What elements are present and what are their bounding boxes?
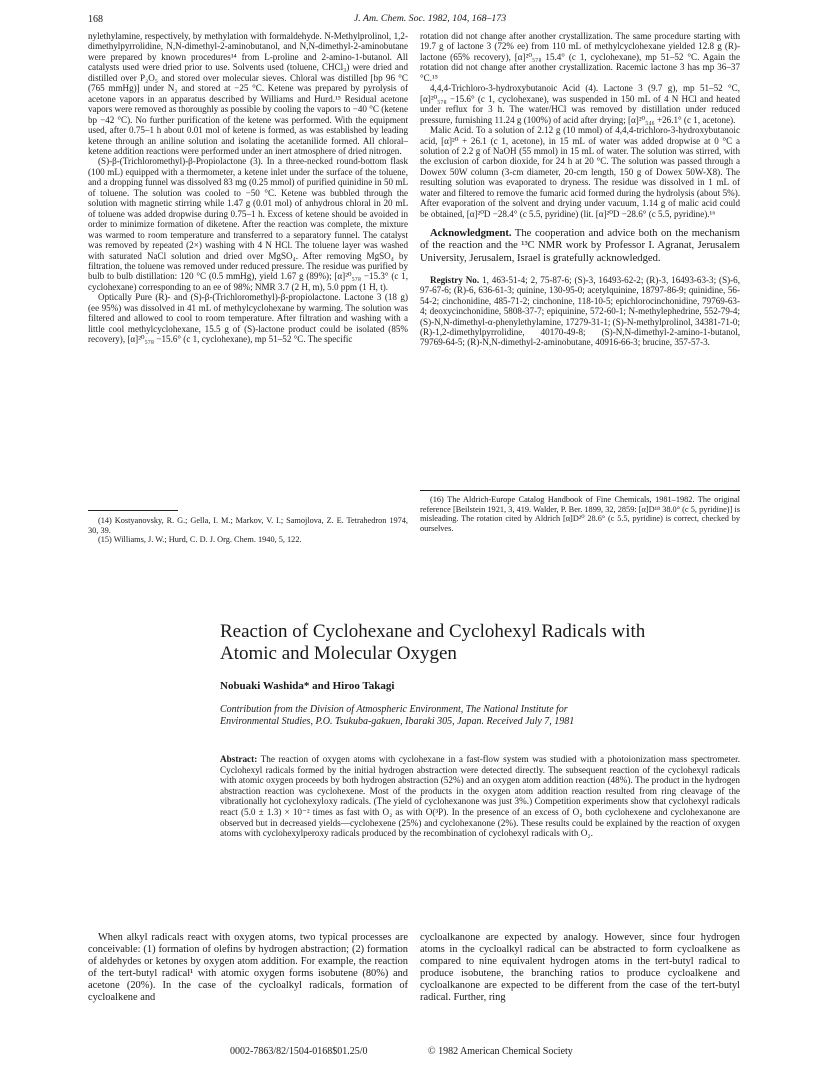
article-authors: Nobuaki Washida* and Hiroo Takagi xyxy=(220,680,395,692)
body-left-paragraph: When alkyl radicals react with oxygen atoms, two typical processes are conceivable: (1) formation of olefins by hydrogen abstraction; (2) formation of aldehydes or ketones by oxygen atom addition. For example, the reaction of the tert-butyl radical¹ with atomic oxygen forms isobutene (80%) and acetone (20%). In the case of the cycloalkyl radicals, formation of cycloalkene and xyxy=(88,932,408,1003)
footnote-divider xyxy=(88,510,178,511)
article-affiliation xyxy=(220,704,740,728)
footnote-16: (16) The Aldrich-Europe Catalog Handbook of Fine Chemicals, 1981–1982. The original reference [Beilstein 1921, 3, 419. Walder, P. Ber. 1899, 32, 2859: [α]D¹⁸ 38.0° (c 5, pyridine)] is misleading. The rotation cited by Aldrich [α]D²⁰ 28.6° (c 5.5, pyridine) is correct, checked by ourselves. xyxy=(420,495,740,533)
left-footnotes xyxy=(88,516,408,545)
article-title-line-2: Atomic and Molecular Oxygen xyxy=(220,643,457,664)
journal-header: J. Am. Chem. Soc. 1982, 104, 168–173 xyxy=(353,13,507,24)
right-footnotes xyxy=(420,495,740,533)
abstract xyxy=(220,754,740,839)
left-paragraph-3: Optically Pure (R)- and (S)-β-(Trichloromethyl)-β-propiolactone. Lactone 3 (18 g) (ee 95%) was dissolved in 41 mL of methylcyclohexane by warming. The solution was filtered and allowed to cool to room temperature. After filtration and washing with a little cool methylcyclohexane, 15.5 g of (S)-lactone product could be isolated (85% recovery), [α]²⁰₅₇₈ −15.6° (c 1, cyclohexane), mp 51–52 °C. The specific xyxy=(88,292,408,345)
right-paragraph-1: rotation did not change after another crystallization. The same procedure starting with 19.7 g of lactone 3 (72% ee) from 110 mL of methylcyclohexane yielded 12.8 g (R)-lactone (65% recovery), [α]²⁰₅₇₈ 15.4° (c 1, cyclohexane), mp 51–52 °C. Again the rotation did not change after another crystallization. Racemic lactone 3 has mp 36–37 °C.¹⁵ xyxy=(420,31,740,83)
abstract-text: The reaction of oxygen atoms with cyclohexane in a fast-flow system was studied with a photoionization mass spectrometer. Cyclohexyl radicals formed by the initial hydrogen abstraction were detected directly. The subsequent reaction of the cyclohexyl radicals with atomic oxygen proceeds by both hydrogen abstraction (52%) and an oxygen atom addition reaction (48%). The product in the hydrogen abstraction reaction was cyclohexene. Most of the products in the oxygen atom addition reaction resulted from ring cleavage of the vibrationally hot cyclohexyloxy radicals. (The yield of cyclohexanone was just 3%.) Competition experiments show that cyclohexyl radicals react (5.0 ± 1.3) × 10⁻² times as fast with O₂ as with O(³P). In the presence of an excess of O₂ both cyclohexene and cyclohexanone are observed but in decreased yields—cyclohexene (25%) and cyclohexanone (2%). These results could be explained by the reaction of oxygen atoms with cyclohexylperoxy radicals produced by the recombination of cyclohexyl radicals with O₂. xyxy=(220,754,740,839)
right-paragraph-2: 4,4,4-Trichloro-3-hydroxybutanoic Acid (4). Lactone 3 (9.7 g), mp 51–52 °C, [α]²⁰₅₇₈ −15.6° (c 1, cyclohexane), was suspended in 150 mL of 4 N HCl and heated under reflux for 3 h. The water/HCl was removed by distillation under reduced pressure, furnishing 11.24 g (100%) of acid after drying; [α]²⁰₅₄₆ +26.1° (c 1, acetone). xyxy=(420,83,740,125)
ack-label: Acknowledgment. xyxy=(430,228,512,240)
affiliation-line-1: Contribution from the Division of Atmospheric Environment, The National Institute for xyxy=(220,704,568,715)
page-number: 168 xyxy=(88,14,103,25)
footnote-14: (14) Kostyanovsky, R. G.; Gella, I. M.; Markov, V. I.; Samojlova, Z. E. Tetrahedron 1974, 30, 39. xyxy=(88,516,408,535)
right-footnote-divider xyxy=(420,490,740,491)
footnote-15: (15) Williams, J. W.; Hurd, C. D. J. Org. Chem. 1940, 5, 122. xyxy=(98,535,302,545)
registry-numbers xyxy=(420,275,740,348)
left-paragraph-1: nylethylamine, respectively, by methylation with formaldehyde. N-Methylprolinol, 1,2-dimethylpyrrolidine, N,N-dimethyl-2-aminobutanol, and N,N-dimethyl-2-aminobutane were prepared by known procedures¹⁴ from L-proline and 2-amino-1-butanol. All catalysts used were dried prior to use. Solvents used (toluene, CHCl₃) were dried and distilled over P₂O₅ and stored over molecular sieves. Chloral was distilled [bp 96 °C (765 mmHg)] under N₂ and stored at −25 °C. Ketene was prepared by pyrolysis of acetone vapors in an apparatus described by Williams and Hurd.¹⁵ Residual acetone vapors were removed as thoroughly as possible by cooling the vapors to −40 °C (ketene bp −42 °C). No further purification of the ketene was performed. With the equipment used, after 0.75–1 h about 0.01 mol of ketene is formed, as was established by leading ketene through an aniline solution and isolating the acetanilide formed. All chloral–ketene addition reactions were performed under an inert atmosphere of dried nitrogen. xyxy=(88,31,408,156)
affiliation-line-2: Environmental Studies, P.O. Tsukuba-gakuen, Ibaraki 305, Japan. Received July 7, 1981 xyxy=(220,716,575,727)
abstract-label: Abstract: xyxy=(220,754,258,764)
left-paragraph-2: (S)-β-(Trichloromethyl)-β-Propiolactone (3). In a three-necked round-bottom flask (100 mL) equipped with a thermometer, a ketene inlet under the surface of the toluene, and a dropping funnel was dissolved 83 mg (0.25 mmol) of purified quinidine in 50 mL of toluene. The solution was cooled to −50 °C. Ketene was bubbled through the solution with magnetic stirring while 1.47 g (0.01 mol) of anhydrous chloral in 20 mL of toluene was added dropwise during 0.75–1 h. Excess of ketene should be avoided in order to minimize formation of diketene. After the reaction was complete, the mixture was warmed to room temperature and transferred to a separatory funnel. The catalyst was removed by repeated (2×) washing with 4 N HCl. The toluene layer was washed with saturated NaCl solution and dried over MgSO₄. After removing MgSO₄ by filtration, the toluene was removed under reduced pressure. The residue was purified by bulb to bulb distillation: 120 °C (0.5 mmHg), yield 1.67 g (89%); [α]²⁰₅₇₈ −15.3° (c 1, cyclohexane) corresponding to an ee of 98%; NMR 3.7 (2 H, m), 5.0 ppm (1 H, t). xyxy=(88,156,408,292)
right-paragraph-3: Malic Acid. To a solution of 2.12 g (10 mmol) of 4,4,4-trichloro-3-hydroxybutanoic acid, [α]²⁰ + 26.1 (c 1, acetone), in 15 mL of water was added dropwise at 0 °C a solution of 2.2 g of NaOH (55 mmol) in 15 mL of water. The solution was stirred, with the exclusion of carbon dioxide, for 24 h at 20 °C. The solution was passed through a Dowex 50W column (3-cm diameter, 20-cm length, 150 g of Dowex 50W-X8). The resulting solution was evaporated to dryness. The residue was dissolved in 1 mL of water and filtered to remove the fumaric acid formed during the hydrolysis (about 5%). After evaporation of the solvent and drying under vacuum, 1.14 g of malic acid could be obtained, [α]²⁰D −28.4° (c 5.5, pyridine) (lit. [α]²⁰D −28.6° (c 5.5, pyridine).¹⁶ xyxy=(420,125,740,219)
body-right-column xyxy=(420,932,740,1003)
footer-code: 0002-7863/82/1504-0168$01.25/0 xyxy=(230,1046,368,1057)
body-left-column xyxy=(88,932,408,1003)
right-column xyxy=(420,31,740,348)
article-title xyxy=(220,621,740,665)
footer-copyright: © 1982 American Chemical Society xyxy=(428,1046,573,1057)
ack-text: The cooperation and advice both on the mechanism of the reaction and the ¹³C NMR work by Professor I. Agranat, Jerusalem University, Jerusalem, Israel is gratefully acknowledged. xyxy=(420,228,740,264)
article-title-line-1: Reaction of Cyclohexane and Cyclohexyl Radicals with xyxy=(220,621,646,642)
acknowledgment xyxy=(420,228,740,265)
abstract-paragraph xyxy=(220,754,740,839)
registry-label: Registry No. xyxy=(430,274,480,285)
left-column xyxy=(88,31,408,345)
body-right-paragraph: cycloalkanone are expected by analogy. However, since four hydrogen atoms in the cycloalkyl radical can be abstracted to form cycloalkene as compared to nine equivalent hydrogen atoms in the tert-butyl radical to produce isobutene, the branching ratios to produce cycloalkene and cycloalkanone are expected to be different from the case of the tert-butyl radical. Further, ring xyxy=(420,932,740,1003)
registry-text: 1, 463-51-4; 2, 75-87-6; (S)-3, 16493-62-2; (R)-3, 16493-63-3; (S)-6, 97-67-6; (R)-6, 636-61-3; quinine, 130-95-0; acetylquinine, 18797-86-9; quinidine, 56-54-2; cinchonidine, 485-71-2; cinchonine, 118-10-5; epichlorocinchonidine, 79769-63-4; deoxycinchonidine, 5808-37-7; epiquinine, 572-60-1; N-methylephedrine, 552-79-4; (S)-N,N-dimethyl-α-phenylethylamine, 17279-31-1; (S)-N-methylprolinol, 34381-71-0; (R)-1,2-dimethylpyrrolidine, 40170-49-8; (S)-N,N-dimethyl-2-amino-1-butanol, 79769-64-5; (R)-N,N-dimethyl-2-aminobutane, 40916-66-3; brucine, 357-57-3. xyxy=(420,274,740,348)
